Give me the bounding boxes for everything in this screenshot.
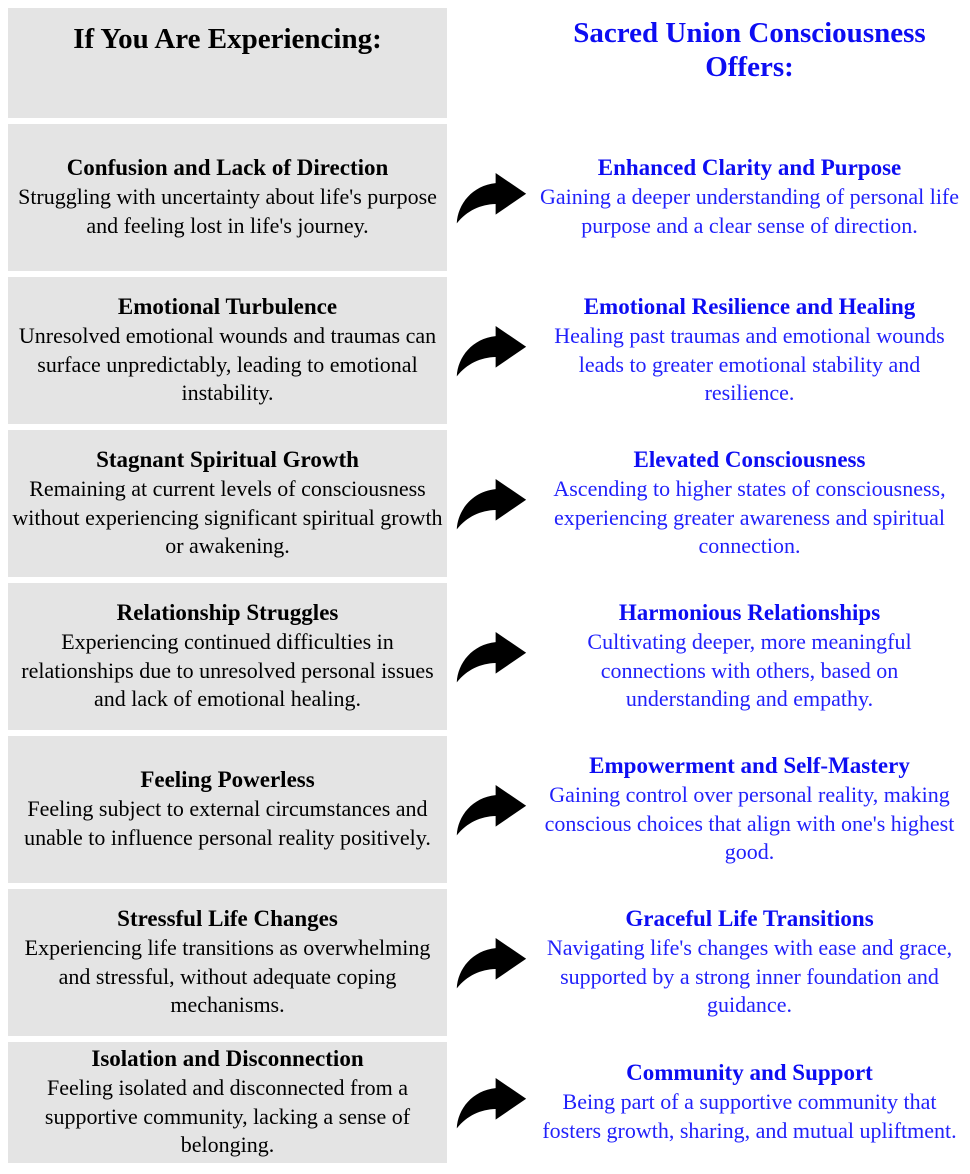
benefit-title: Elevated Consciousness <box>633 447 866 473</box>
comparison-row <box>8 889 970 1036</box>
comparison-row <box>8 430 970 577</box>
problem-description: Remaining at current levels of consciousness without experiencing significant spiritual growth or awakening. <box>12 476 443 559</box>
header-gutter <box>447 8 535 118</box>
curved-right-arrow-icon <box>454 628 528 685</box>
benefit-description: Being part of a supportive community that fosters growth, sharing, and mutual upliftment. <box>542 1089 957 1143</box>
problem-cell <box>8 889 447 1036</box>
benefit-cell <box>535 430 970 577</box>
problem-description: Experiencing continued difficulties in relationships due to unresolved personal issues and lack of emotional healing. <box>21 629 434 712</box>
problem-cell <box>8 736 447 883</box>
curved-right-arrow-icon <box>454 322 528 379</box>
problem-description: Feeling isolated and disconnected from a supportive community, lacking a sense of belonging. <box>44 1075 411 1158</box>
benefit-title: Enhanced Clarity and Purpose <box>597 155 902 181</box>
arrow-gutter <box>447 277 535 424</box>
problems-header-cell <box>8 8 447 118</box>
problem-cell <box>8 124 447 271</box>
benefit-cell <box>535 1042 970 1163</box>
benefit-title: Community and Support <box>626 1060 873 1086</box>
curved-right-arrow-icon <box>454 169 528 226</box>
benefit-title: Graceful Life Transitions <box>625 906 874 932</box>
header-row <box>8 8 970 118</box>
problem-description: Unresolved emotional wounds and traumas can surface unpredictably, leading to emotional instability. <box>18 323 437 406</box>
rows <box>8 124 970 1163</box>
problem-description: Experiencing life transitions as overwhelming and stressful, without adequate coping mechanisms. <box>24 935 431 1018</box>
benefit-description: Gaining control over personal reality, making conscious choices that align with one's highest good. <box>544 782 955 865</box>
problem-title: Emotional Turbulence <box>117 294 338 320</box>
benefit-cell <box>535 124 970 271</box>
comparison-row <box>8 736 970 883</box>
benefits-header-cell <box>535 8 970 118</box>
benefit-description: Gaining a deeper understanding of personal life purpose and a clear sense of direction. <box>539 184 960 238</box>
benefit-title: Harmonious Relationships <box>618 600 881 626</box>
benefit-title: Empowerment and Self-Mastery <box>589 753 910 779</box>
comparison-row <box>8 277 970 424</box>
problem-cell <box>8 583 447 730</box>
arrow-gutter <box>447 583 535 730</box>
problem-cell <box>8 430 447 577</box>
problem-description: Struggling with uncertainty about life's purpose and feeling lost in life's journey. <box>18 184 437 238</box>
problem-title: Stressful Life Changes <box>117 906 338 932</box>
benefit-description: Ascending to higher states of consciousness, experiencing greater awareness and spiritual connection. <box>553 476 946 559</box>
curved-right-arrow-icon <box>454 1074 528 1131</box>
benefit-cell <box>535 277 970 424</box>
curved-right-arrow-icon <box>454 475 528 532</box>
arrow-gutter <box>447 889 535 1036</box>
problem-cell <box>8 1042 447 1163</box>
problems-column-title: If You Are Experiencing: <box>73 23 382 55</box>
benefit-cell <box>535 583 970 730</box>
arrow-gutter <box>447 430 535 577</box>
comparison-row <box>8 1042 970 1163</box>
benefit-description: Healing past traumas and emotional wounds leads to greater emotional stability and resilience. <box>554 323 945 406</box>
comparison-row <box>8 124 970 271</box>
benefits-column-title: Sacred Union Consciousness Offers: <box>573 17 926 84</box>
curved-right-arrow-icon <box>454 934 528 991</box>
arrow-gutter <box>447 736 535 883</box>
problem-title: Stagnant Spiritual Growth <box>96 447 359 473</box>
problem-description: Feeling subject to external circumstances and unable to influence personal reality positively. <box>24 796 431 850</box>
problem-title: Isolation and Disconnection <box>91 1046 364 1072</box>
problem-cell <box>8 277 447 424</box>
comparison-row <box>8 583 970 730</box>
curved-right-arrow-icon <box>454 781 528 838</box>
problem-title: Feeling Powerless <box>140 767 315 793</box>
benefit-description: Cultivating deeper, more meaningful connections with others, based on understanding and empathy. <box>587 629 912 712</box>
arrow-gutter <box>447 124 535 271</box>
benefit-title: Emotional Resilience and Healing <box>583 294 916 320</box>
benefit-cell <box>535 736 970 883</box>
arrow-gutter <box>447 1042 535 1163</box>
benefit-cell <box>535 889 970 1036</box>
benefit-description: Navigating life's changes with ease and grace, supported by a strong inner foundation and guidance. <box>546 935 953 1018</box>
problem-title: Relationship Struggles <box>116 600 339 626</box>
problem-title: Confusion and Lack of Direction <box>66 155 389 181</box>
